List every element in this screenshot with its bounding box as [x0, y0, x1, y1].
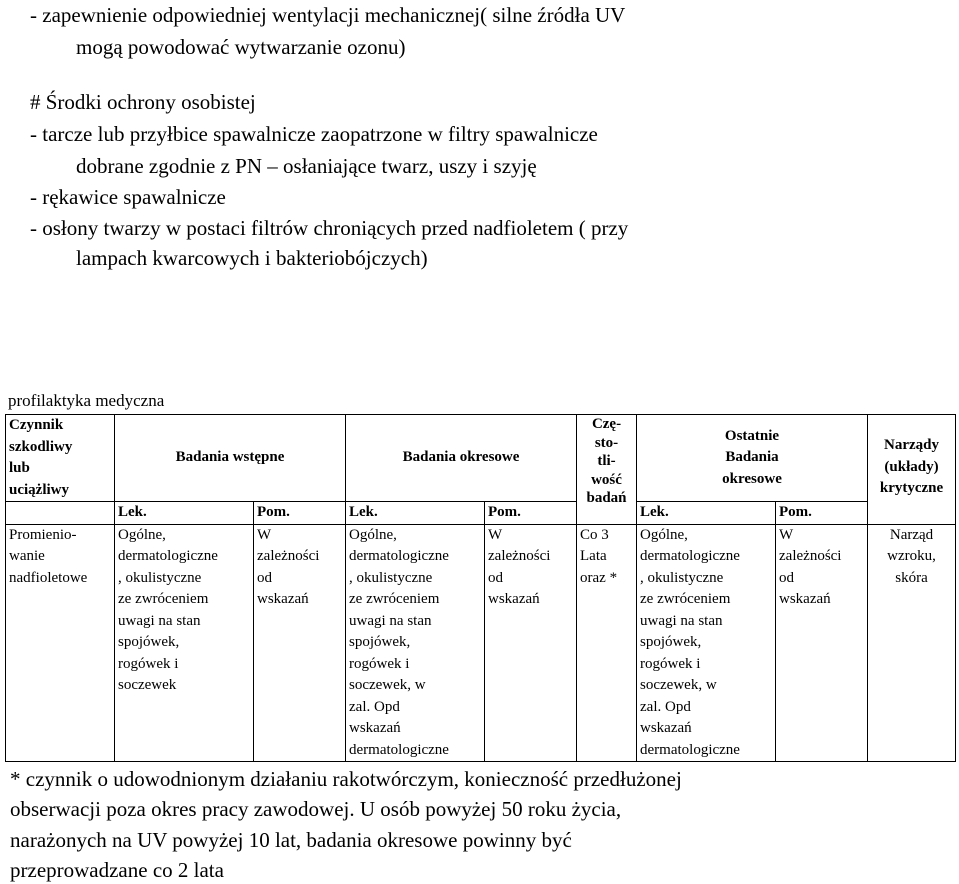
intro-line-8: lampach kwarcowych i bakteriobójczych): [76, 246, 428, 270]
intro-line-6: - rękawice spawalnicze: [30, 185, 226, 209]
header-periodic-exams: Badania okresowe: [346, 415, 577, 502]
row-critical-organs: Narząd wzroku, skóra: [868, 524, 956, 762]
row-initial-lek: Ogólne, dermatologiczne , okulistyczne ze zwróceniem uwagi na stan spojówek, rogówek i soczewek: [115, 524, 254, 762]
footnote-line-1: * czynnik o udowodnionym działaniu rakotwórczym, konieczność przedłużonej: [10, 767, 682, 791]
intro-line-2: mogą powodować wytwarzanie ozonu): [76, 35, 406, 59]
row-periodic-lek: Ogólne, dermatologiczne , okulistyczne ze zwróceniem uwagi na stan spojówek, rogówek i soczewek, w zal. Opd wskazań dermatologiczne: [346, 524, 485, 762]
header-initial-pom: Pom.: [254, 502, 346, 525]
row-frequency: Co 3 Lata oraz *: [577, 524, 637, 762]
header-factor-continuation: [6, 502, 115, 525]
header-critical-organs: Narządy (układy) krytyczne: [868, 415, 956, 525]
header-last-exams: Ostatnie Badania okresowe: [637, 415, 868, 502]
intro-heading-ppe: # Środki ochrony osobistej: [30, 90, 256, 114]
header-factor: Czynnik szkodliwy lub uciążliwy: [6, 415, 115, 502]
header-last-lek: Lek.: [637, 502, 776, 525]
intro-line-7: - osłony twarzy w postaci filtrów chroniących przed nadfioletem ( przy: [30, 216, 629, 240]
row-initial-pom: W zależności od wskazań: [254, 524, 346, 762]
footnote-line-4: przeprowadzane co 2 lata: [10, 858, 224, 882]
intro-line-5: dobrane zgodnie z PN – osłaniające twarz, uszy i szyję: [76, 154, 537, 178]
header-initial-lek: Lek.: [115, 502, 254, 525]
header-periodic-lek: Lek.: [346, 502, 485, 525]
header-frequency: Czę- sto- tli- wość badań: [577, 415, 637, 525]
row-last-lek: Ogólne, dermatologiczne , okulistyczne ze zwróceniem uwagi na stan spojówek, rogówek i soczewek, w zal. Opd wskazań dermatologiczne: [637, 524, 776, 762]
row-periodic-pom: W zależności od wskazań: [485, 524, 577, 762]
header-periodic-pom: Pom.: [485, 502, 577, 525]
medical-prophylaxis-table: [5, 414, 956, 762]
header-initial-exams: Badania wstępne: [115, 415, 346, 502]
row-factor: Promienio- wanie nadfioletowe: [6, 524, 115, 762]
intro-line-4: - tarcze lub przyłbice spawalnicze zaopatrzone w filtry spawalnicze: [30, 122, 598, 146]
header-last-pom: Pom.: [776, 502, 868, 525]
footnote-line-2: obserwacji poza okres pracy zawodowej. U osób powyżej 50 roku życia,: [10, 797, 622, 821]
footnote-line-3: narażonych na UV powyżej 10 lat, badania okresowe powinny być: [10, 828, 572, 852]
section-title: profilaktyka medyczna: [8, 391, 165, 410]
row-last-pom: W zależności od wskazań: [776, 524, 868, 762]
intro-line-1: - zapewnienie odpowiedniej wentylacji mechanicznej( silne źródła UV: [30, 3, 626, 27]
